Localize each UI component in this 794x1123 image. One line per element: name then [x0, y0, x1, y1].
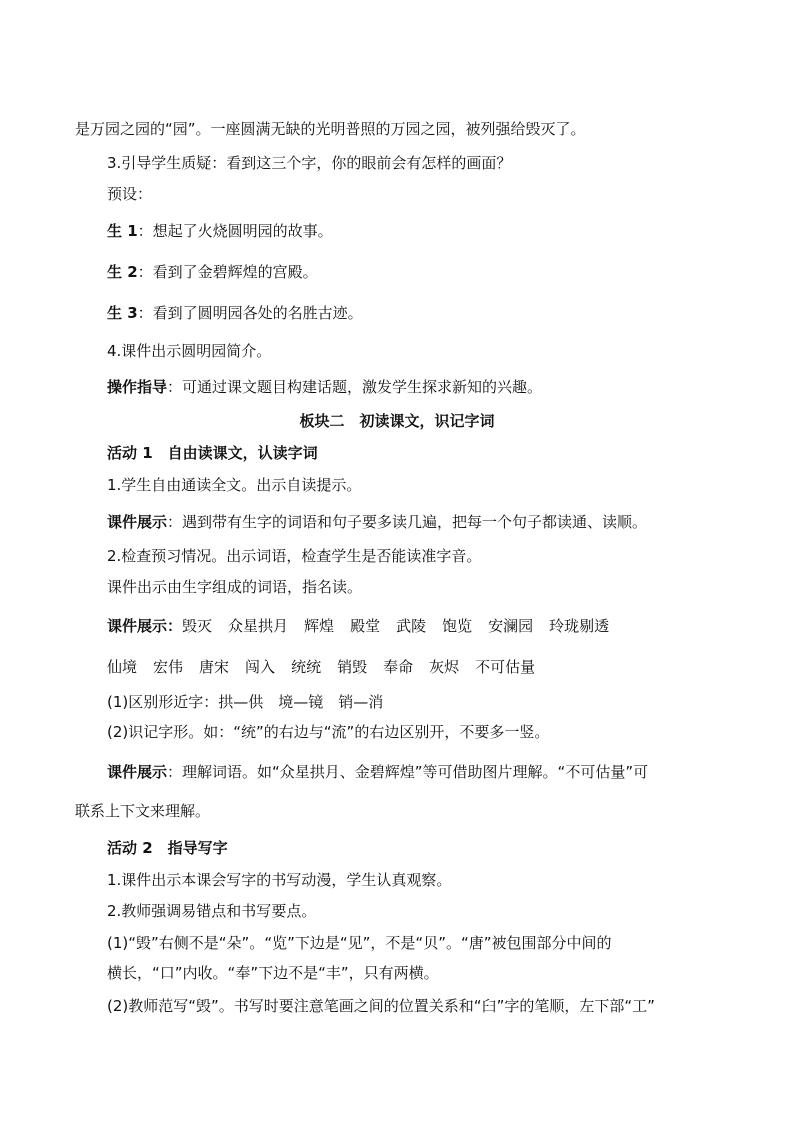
activity-2-title: 活动 2 指导写字	[107, 839, 228, 857]
operation-guide	[107, 377, 542, 397]
display-label: 课件展示：	[107, 617, 183, 635]
display-label: 课件展示	[107, 513, 168, 531]
text-line: 1.课件出示本课会写字的书写动漫，学生认真观察。	[107, 871, 452, 889]
word: 统统	[291, 658, 322, 676]
student-answer-1	[107, 221, 333, 241]
word: 仙境	[107, 658, 138, 676]
student-text: ：想起了火烧圆明园的故事。	[137, 222, 333, 240]
student-answer-3	[107, 303, 363, 323]
courseware-display-3	[107, 762, 648, 782]
text-line: 3.引导学生质疑：看到这三个字，你的眼前会有怎样的画面？	[107, 154, 512, 172]
text-line: 课件出示由生字组成的词语，指名读。	[107, 578, 363, 596]
word: 不可估量	[475, 658, 536, 676]
text-line: (1)“毁”右侧不是“朵”。“览”下边是“见”，不是“贝”。“唐”被包围部分中间的	[107, 934, 612, 952]
student-text: ：看到了金碧辉煌的宫殿。	[137, 263, 318, 281]
text-line: 联系上下文来理解。	[75, 802, 211, 820]
word: 玲珑剔透	[549, 617, 610, 635]
display-text: ：理解词语。如“众星拱月、金碧辉煌”等可借助图片理解。“不可估量”可	[167, 763, 649, 781]
activity-1-title: 活动 1 自由读课文，认读字词	[107, 444, 318, 462]
word: 宏伟	[153, 658, 184, 676]
word: 饱览	[442, 617, 473, 635]
word: 奉命	[383, 658, 414, 676]
word: 唐宋	[199, 658, 230, 676]
text-line: 4.课件出示圆明园简介。	[107, 342, 272, 360]
word: 灰烬	[429, 658, 460, 676]
word: 销毁	[337, 658, 368, 676]
student-label: 生 3	[107, 304, 138, 322]
text-line: 预设：	[107, 185, 153, 203]
text-line: (2)识记字形。如：“统”的右边与“流”的右边区别开，不要多一竖。	[107, 723, 550, 741]
display-text: ：遇到带有生字的词语和句子要多读几遍，把每一个句子都读通、读顺。	[167, 513, 648, 531]
student-label: 生 2	[107, 263, 138, 281]
student-answer-2	[107, 262, 318, 282]
word: 武陵	[396, 617, 427, 635]
word: 殿堂	[350, 617, 381, 635]
courseware-display-1	[107, 512, 647, 532]
word: 安澜园	[488, 617, 534, 635]
word: 辉煌	[304, 617, 335, 635]
text-line: (1)区别形近字：拱—供 境—镜 销—消	[107, 693, 384, 711]
student-label: 生 1	[107, 222, 138, 240]
text-line: 2.检查预习情况。出示词语，检查学生是否能读准字音。	[107, 547, 482, 565]
vocabulary-row-1	[107, 616, 609, 636]
vocabulary-row-2	[107, 657, 535, 677]
text-line: 是万园之园的“园”。一座圆满无缺的光明普照的万园之园，被列强给毁灭了。	[75, 120, 586, 138]
student-text: ：看到了圆明园各处的名胜古迹。	[137, 304, 363, 322]
word: 众星拱月	[228, 617, 289, 635]
text-line: 横长，“口”内收。“奉”下边不是“丰”，只有两横。	[107, 964, 439, 982]
word: 闯入	[245, 658, 276, 676]
text-line: (2)教师范写“毁”。书写时要注意笔画之间的位置关系和“臼”字的笔顺，左下部“工”	[107, 997, 655, 1015]
word: 毁灭	[182, 617, 213, 635]
display-label: 课件展示	[107, 763, 168, 781]
text-line: 1.学生自由通读全文。出示自读提示。	[107, 476, 362, 494]
section-title: 板块二 初读课文，识记字词	[299, 412, 495, 430]
guide-label: 操作指导	[107, 378, 168, 396]
text-line: 2.教师强调易错点和书写要点。	[107, 902, 317, 920]
guide-text: ：可通过课文题目构建话题，激发学生探求新知的兴趣。	[167, 378, 543, 396]
